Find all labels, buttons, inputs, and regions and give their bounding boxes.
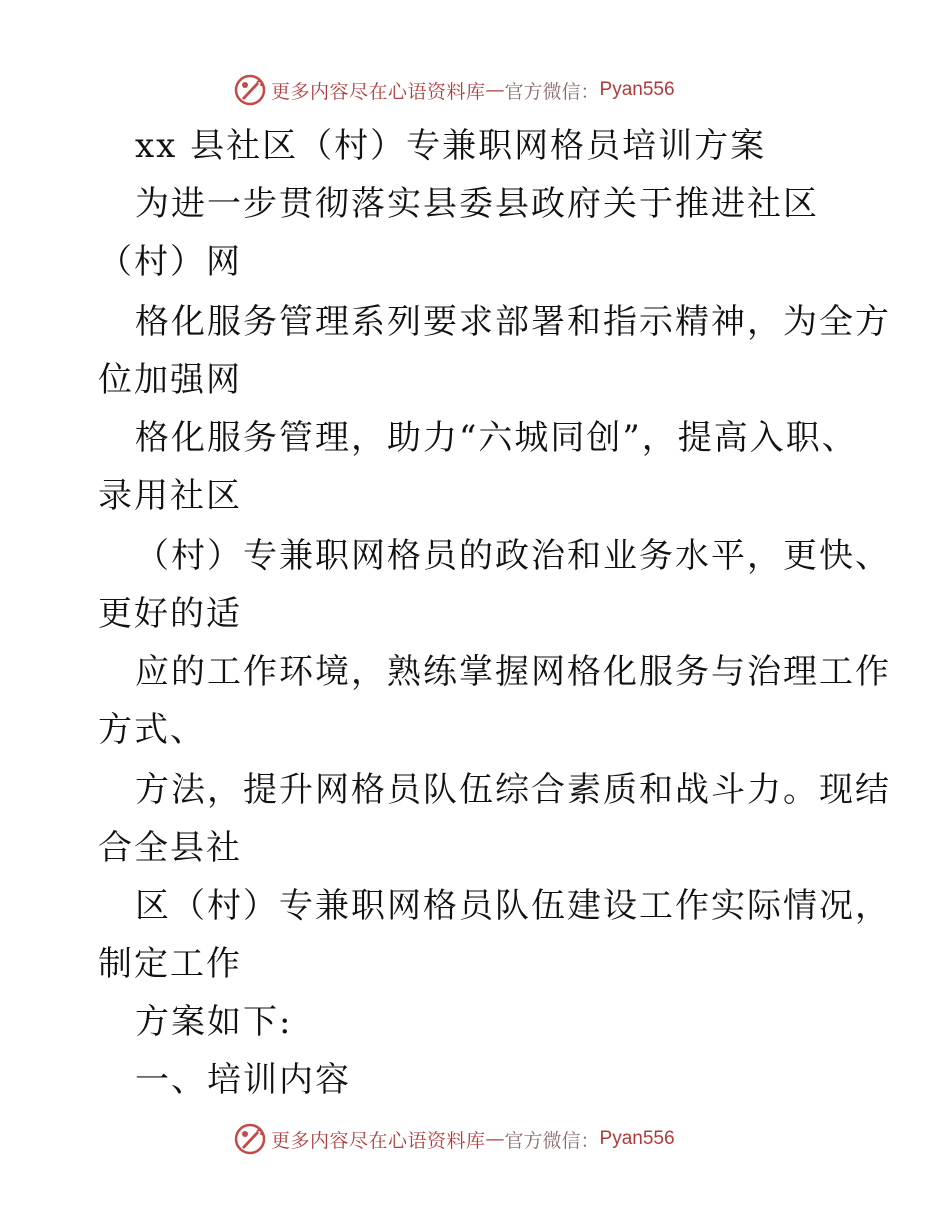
watermark-wechat-id: Pyan556 [599, 1128, 675, 1149]
text-line: 方式、 [98, 710, 206, 750]
text-line: （村）网 [98, 242, 242, 282]
text-line: 制定工作 [98, 944, 242, 984]
quill-logo-icon [233, 1122, 267, 1156]
text-line: 格化服务管理系列要求部署和指示精神，为全方 [135, 302, 891, 342]
text-line: 方法，提升网格员队伍综合素质和战斗力。现结 [135, 770, 891, 810]
text-line: 区（村）专兼职网格员队伍建设工作实际情况， [135, 886, 891, 926]
watermark-footer [233, 1122, 675, 1156]
watermark-wechat-label: 官方微信： [504, 80, 600, 103]
text-line: 方案如下: [135, 1002, 293, 1042]
section-heading: 一、培训内容 [135, 1060, 351, 1100]
watermark-dash: — [485, 1128, 505, 1150]
text-line: 录用社区 [98, 476, 242, 516]
text-line: 更好的适 [98, 594, 242, 634]
watermark-wechat-label: 官方微信： [504, 1129, 600, 1152]
watermark-dash: — [485, 79, 505, 101]
watermark-brand: 更多内容尽在心语资料库 [271, 1129, 486, 1152]
text-line: 位加强网 [98, 360, 242, 400]
watermark-wechat-id: Pyan556 [599, 79, 675, 100]
text-line: 格化服务管理，助力“六城同创”，提高入职、 [135, 418, 858, 458]
watermark-header [233, 73, 675, 107]
text-line: （村）专兼职网格员的政治和业务水平，更快、 [135, 536, 891, 576]
document-title: xx 县社区（村）专兼职网格员培训方案 [135, 126, 767, 166]
text-line: 合全县社 [98, 828, 242, 868]
quill-logo-icon [233, 73, 267, 107]
watermark-brand: 更多内容尽在心语资料库 [271, 80, 486, 103]
text-line: 应的工作环境，熟练掌握网格化服务与治理工作 [135, 652, 891, 692]
text-line: 为进一步贯彻落实县委县政府关于推进社区 [135, 184, 819, 224]
